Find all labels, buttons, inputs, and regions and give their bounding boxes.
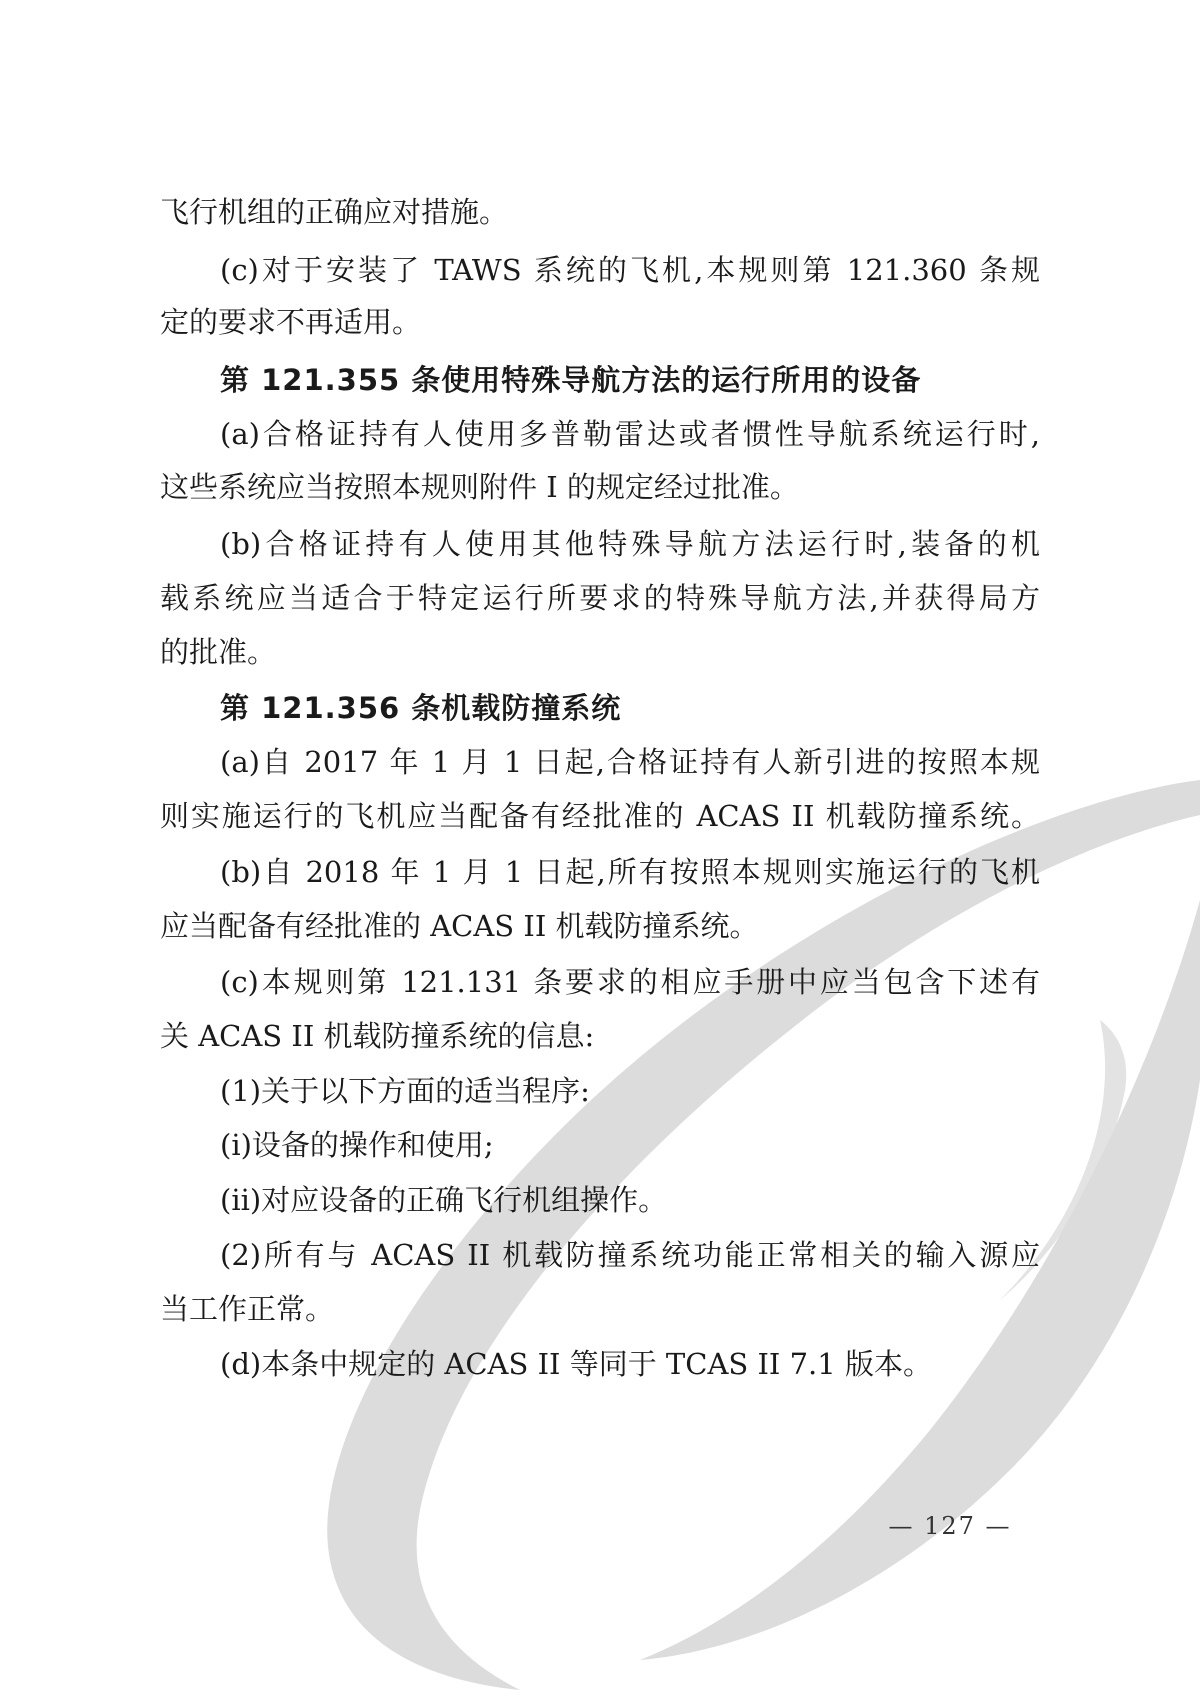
paragraph-line: (d)本条中规定的 ACAS II 等同于 TCAS II 7.1 版本。 <box>220 1347 932 1381</box>
paragraph-line: 定的要求不再适用。 <box>160 305 422 339</box>
page-number: — 127 — <box>888 1512 1012 1540</box>
paragraph-line: (i)设备的操作和使用; <box>220 1128 494 1162</box>
paragraph-line: 则实施运行的飞机应当配备有经批准的 ACAS II 机载防撞系统。 <box>160 799 1040 833</box>
paragraph-line: (a)自 2017 年 1 月 1 日起,合格证持有人新引进的按照本规 <box>220 745 1040 779</box>
paragraph-line: (2)所有与 ACAS II 机载防撞系统功能正常相关的输入源应 <box>220 1238 1040 1272</box>
paragraph-line: 当工作正常。 <box>160 1292 335 1326</box>
paragraph-line: 这些系统应当按照本规则附件 I 的规定经过批准。 <box>160 470 799 504</box>
paragraph-line: 载系统应当适合于特定运行所要求的特殊导航方法,并获得局方 <box>160 581 1040 615</box>
paragraph-line: 飞行机组的正确应对措施。 <box>160 195 509 229</box>
paragraph-line: (c)对于安装了 TAWS 系统的飞机,本规则第 121.360 条规 <box>220 253 1040 287</box>
section-heading: 第 121.355 条使用特殊导航方法的运行所用的设备 <box>220 363 922 397</box>
paragraph-line: 应当配备有经批准的 ACAS II 机载防撞系统。 <box>160 909 759 943</box>
paragraph-line: (1)关于以下方面的适当程序: <box>220 1074 590 1108</box>
paragraph-line: (b)合格证持有人使用其他特殊导航方法运行时,装备的机 <box>220 527 1040 561</box>
paragraph-line: 关 ACAS II 机载防撞系统的信息: <box>160 1019 595 1053</box>
paragraph-line: (c)本规则第 121.131 条要求的相应手册中应当包含下述有 <box>220 965 1040 999</box>
paragraph-line: (a)合格证持有人使用多普勒雷达或者惯性导航系统运行时, <box>220 417 1040 451</box>
paragraph-line: (ii)对应设备的正确飞行机组操作。 <box>220 1183 668 1217</box>
section-heading: 第 121.356 条机载防撞系统 <box>220 691 622 725</box>
paragraph-line: 的批准。 <box>160 635 277 669</box>
paragraph-line: (b)自 2018 年 1 月 1 日起,所有按照本规则实施运行的飞机 <box>220 855 1040 889</box>
